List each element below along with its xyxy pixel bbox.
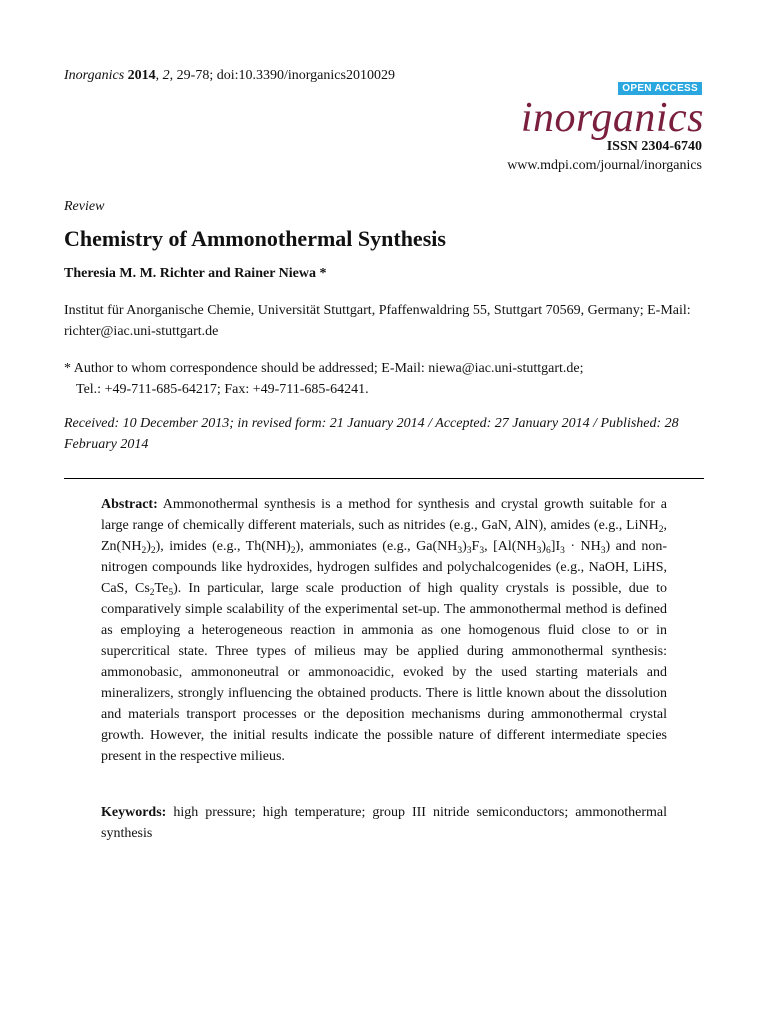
subscript: 5	[168, 588, 174, 598]
abstract-text: ). In particular, large scale production of high quality crystals is possible, due to comparatively simple scalability of the experimental set-up. The ammonothermal method is defined as employing a heterogeneous reaction in ammonia as one homogenous fluid close to or in supercritical state. Three types of milieus may be applied during ammonothermal synthesis: ammonobasic, ammononeutral or ammonoacidic, evoked by the used starting materials and mineralizers, strongly influencing the obtained products. There is little known about the dissolution and materials transport processes or the deposition mechanisms during ammonothermal crystal growth. However, the initial results indicate the possible nature of different intermediate species present in the respective milieus.	[101, 581, 668, 764]
citation-pages-doi: , 29-78; doi:10.3390/inorganics2010029	[169, 68, 395, 83]
article-type: Review	[64, 199, 105, 214]
subscript: 2	[150, 546, 156, 556]
abstract-text: )	[541, 539, 547, 554]
issn: ISSN 2304-6740	[606, 139, 702, 154]
abstract-text: F	[471, 539, 480, 554]
correspondence	[64, 358, 704, 400]
subscript: 3	[466, 546, 472, 556]
abstract-text: ), ammoniates (e.g., Ga(NH	[295, 539, 458, 554]
abstract-text: , [Al(NH	[484, 539, 537, 554]
abstract-text: )	[462, 539, 467, 554]
correspondence-phone: Tel.: +49-711-685-64217; Fax: +49-711-685-64241.	[76, 382, 369, 397]
subscript: 3	[600, 546, 606, 556]
keywords-text: high pressure; high temperature; group III nitride semiconductors; ammonothermal synthesis	[101, 805, 667, 841]
abstract-text: ) and non-nitrogen compounds like hydroxides, hydrogen sulfides and polychalcogenides (e.g., NaOH, LiHS, CaS, Cs	[101, 539, 667, 596]
subscript: 2	[290, 546, 296, 556]
abstract	[101, 494, 667, 767]
subscript: 2	[658, 525, 664, 535]
subscript: 3	[479, 546, 485, 556]
subscript: 3	[560, 546, 565, 556]
abstract-text: ]I	[550, 539, 561, 554]
correspondence-email: * Author to whom correspondence should be addressed; E-Mail: niewa@iac.uni-stuttgart.de;	[64, 361, 584, 376]
article-title: Chemistry of Ammonothermal Synthesis	[64, 226, 446, 251]
abstract-text: Ammonothermal synthesis is a method for synthesis and crystal growth suitable for a large range of chemically different materials, such as nitrides (e.g., GaN, AlN), amides (e.g., LiNH	[101, 497, 667, 533]
abstract-text: ), imides (e.g., Th(NH)	[155, 539, 291, 554]
abstract-label: Abstract:	[101, 497, 158, 512]
subscript: 2	[149, 588, 155, 598]
open-access-badge: OPEN ACCESS	[618, 82, 702, 95]
citation-year: 2014	[127, 68, 156, 83]
affiliation: Institut für Anorganische Chemie, Universität Stuttgart, Pfaffenwaldring 55, Stuttgart 70569, Germany; E-Mail: richter@iac.uni-stuttgart.de	[64, 303, 691, 339]
keywords-label: Keywords:	[101, 805, 167, 820]
abstract-text: · NH	[564, 539, 601, 554]
author-list: Theresia M. M. Richter and Rainer Niewa *	[64, 266, 327, 281]
citation-line: Inorganics 2014, 2, 29-78; doi:10.3390/inorganics2010029	[64, 68, 395, 83]
citation-volume: 2	[162, 68, 170, 83]
journal-website: www.mdpi.com/journal/inorganics	[507, 158, 702, 173]
journal-logo: inorganics	[520, 95, 704, 141]
keywords	[101, 802, 667, 844]
abstract-text: Te	[154, 581, 169, 596]
journal-name: Inorganics	[64, 68, 125, 83]
publication-dates: Received: 10 December 2013; in revised form: 21 January 2014 / Accepted: 27 January 2014 / Published: 28 February 2014	[64, 416, 679, 452]
abstract-text: , Zn(NH	[101, 518, 667, 554]
subscript: 2	[141, 546, 147, 556]
subscript: 3	[457, 546, 463, 556]
subscript: 3	[536, 546, 542, 556]
subscript: 6	[546, 546, 551, 556]
abstract-text: )	[146, 539, 151, 554]
header-divider	[64, 478, 704, 479]
